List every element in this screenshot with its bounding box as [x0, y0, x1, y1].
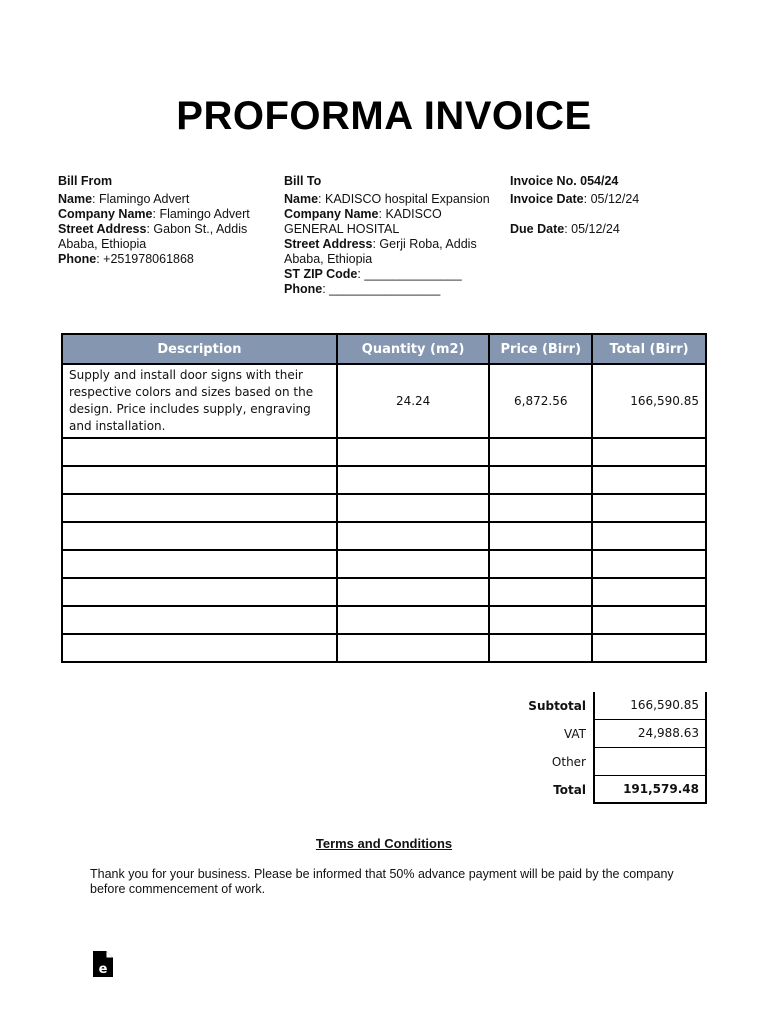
bill-to-section [284, 174, 499, 297]
empty-cell [489, 522, 592, 550]
total-row [490, 776, 707, 804]
empty-cell [337, 466, 489, 494]
table-header-row [62, 334, 706, 364]
empty-cell [337, 550, 489, 578]
header-total: Total (Birr) [592, 334, 706, 364]
empty-cell [62, 634, 337, 662]
bill-to-address: Street Address: Gerji Roba, Addis Ababa, Ethiopia [284, 237, 477, 266]
header-price: Price (Birr) [489, 334, 592, 364]
empty-cell [489, 634, 592, 662]
empty-cell [489, 578, 592, 606]
due-date-label: Due Date [510, 222, 565, 236]
table-row [62, 606, 706, 634]
due-date-value: 05/12/24 [571, 222, 620, 236]
bill-from-name: Name: Flamingo Advert [58, 192, 190, 206]
company-label: Company Name [58, 207, 153, 221]
invoice-number: Invoice No. 054/24 [510, 174, 619, 188]
totals-section [490, 692, 707, 804]
name-value: Flamingo Advert [99, 192, 190, 206]
empty-cell [592, 494, 706, 522]
empty-cell [489, 494, 592, 522]
empty-cell [592, 634, 706, 662]
zip-value: ______________ [364, 267, 462, 281]
table-row [62, 364, 706, 438]
address-label: Street Address [284, 237, 373, 251]
eforms-logo-icon [92, 950, 114, 978]
header-description: Description [62, 334, 337, 364]
address-value: Gabon St., Addis Ababa, Ethiopia [58, 222, 248, 251]
bill-from-company: Company Name: Flamingo Advert [58, 207, 250, 221]
table-row [62, 522, 706, 550]
due-date: Due Date: 05/12/24 [510, 222, 620, 236]
empty-cell [592, 606, 706, 634]
item-price: 6,872.56 [489, 364, 592, 438]
bill-from-section [58, 174, 263, 267]
line-items-table [61, 333, 707, 663]
other-label: Other [551, 755, 586, 769]
empty-cell [62, 522, 337, 550]
bill-from-address: Street Address: Gabon St., Addis Ababa, Ethiopia [58, 222, 248, 251]
terms-title: Terms and Conditions [315, 836, 453, 851]
table-row [62, 550, 706, 578]
empty-cell [62, 438, 337, 466]
phone-value: ________________ [329, 282, 441, 296]
name-label: Name [284, 192, 319, 206]
bill-from-heading: Bill From [58, 174, 113, 188]
other-row [490, 748, 707, 776]
item-quantity: 24.24 [337, 364, 489, 438]
total-value: 191,579.48 [593, 776, 707, 804]
table-row [62, 438, 706, 466]
table-row [62, 466, 706, 494]
empty-cell [337, 494, 489, 522]
subtotal-row [490, 692, 707, 720]
empty-cell [337, 634, 489, 662]
empty-cell [337, 578, 489, 606]
terms-text: Thank you for your business. Please be informed that 50% advance payment will be paid by the company before commencement of work. [90, 867, 674, 896]
empty-cell [592, 522, 706, 550]
vat-label: VAT [563, 727, 586, 741]
empty-cell [592, 438, 706, 466]
bill-from-phone: Phone: +251978061868 [58, 252, 194, 266]
address-label: Street Address [58, 222, 147, 236]
name-label: Name [58, 192, 93, 206]
table-row [62, 634, 706, 662]
empty-cell [62, 466, 337, 494]
bill-to-name: Name: KADISCO hospital Expansion [284, 192, 490, 206]
empty-cell [489, 606, 592, 634]
invoice-date-value: 05/12/24 [590, 192, 640, 206]
invoice-meta-section [510, 174, 710, 252]
name-value: KADISCO hospital Expansion [325, 192, 490, 206]
page-title: PROFORMA INVOICE [176, 94, 592, 138]
svg-text:e: e [98, 962, 108, 977]
company-value: KADISCO GENERAL HOSITAL [284, 207, 442, 236]
header-quantity: Quantity (m2) [337, 334, 489, 364]
other-value [593, 748, 707, 776]
address-value: Gerji Roba, Addis Ababa, Ethiopia [284, 237, 477, 266]
empty-cell [62, 550, 337, 578]
empty-cell [337, 606, 489, 634]
phone-label: Phone [58, 252, 97, 266]
empty-cell [489, 550, 592, 578]
subtotal-label: Subtotal [528, 699, 586, 713]
empty-cell [592, 550, 706, 578]
empty-cell [337, 438, 489, 466]
empty-cell [489, 438, 592, 466]
empty-cell [489, 466, 592, 494]
empty-cell [592, 466, 706, 494]
empty-cell [62, 606, 337, 634]
empty-cell [592, 578, 706, 606]
empty-cell [62, 578, 337, 606]
vat-row [490, 720, 707, 748]
table-row [62, 578, 706, 606]
empty-cell [337, 522, 489, 550]
phone-value: +251978061868 [103, 252, 194, 266]
vat-value: 24,988.63 [593, 720, 707, 748]
invoice-date: Invoice Date: 05/12/24 [510, 192, 640, 206]
item-description: Supply and install door signs with their respective colors and sizes based on the design. Price includes supply, engraving and installation. [62, 364, 337, 438]
company-value: Flamingo Advert [159, 207, 250, 221]
company-label: Company Name [284, 207, 379, 221]
empty-cell [62, 494, 337, 522]
bill-to-company: Company Name: KADISCO GENERAL HOSITAL [284, 207, 442, 236]
table-row [62, 494, 706, 522]
zip-label: ST ZIP Code [284, 267, 358, 281]
bill-to-heading: Bill To [284, 174, 322, 188]
subtotal-value: 166,590.85 [593, 692, 707, 720]
total-label: Total [553, 783, 586, 797]
invoice-date-label: Invoice Date [510, 192, 584, 206]
phone-label: Phone [284, 282, 323, 296]
bill-to-phone: Phone: ________________ [284, 282, 441, 296]
item-total: 166,590.85 [592, 364, 706, 438]
bill-to-zip: ST ZIP Code: ______________ [284, 267, 462, 281]
